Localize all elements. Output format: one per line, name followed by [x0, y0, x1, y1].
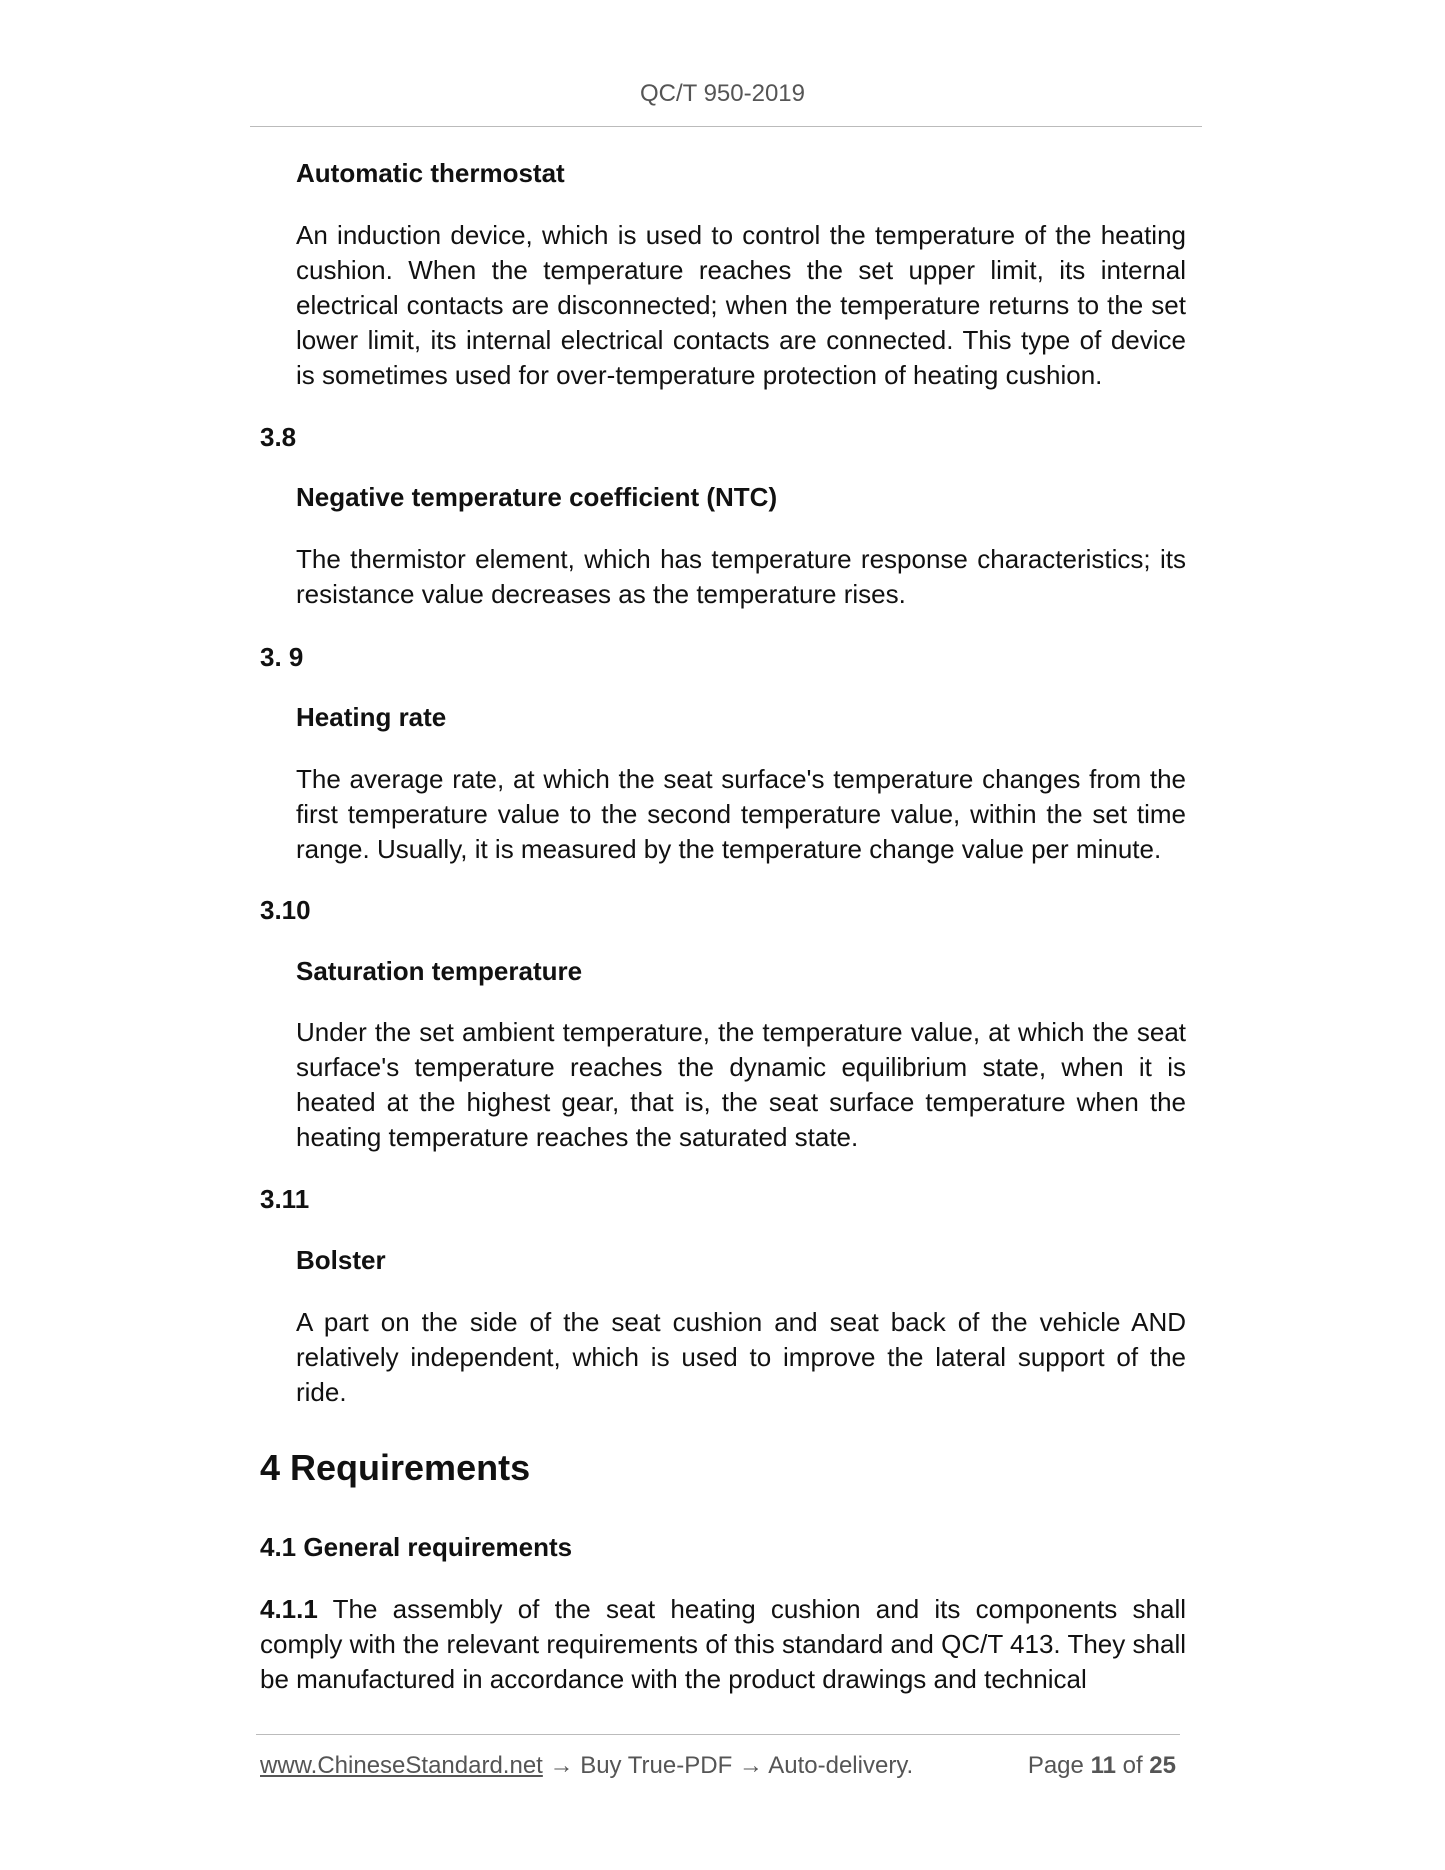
- arrow-right-icon: →: [738, 1752, 763, 1779]
- clause-number-4-1-1: 4.1.1: [260, 1594, 318, 1624]
- chinesestandard-link[interactable]: www.ChineseStandard.net: [260, 1752, 543, 1779]
- definition-automatic-thermostat: An induction device, which is used to control the temperature of the heating cushion. When the temperature reaches the set upper limit, its internal electrical contacts are disconnected; when the temperature returns to the set lower limit, its internal electrical contacts are connected. This type of device is sometimes used for over-temperature protection of heating cushion.: [296, 220, 1186, 390]
- clause-number-3-9: 3. 9: [260, 642, 304, 672]
- term-heating-rate: Heating rate: [296, 702, 447, 732]
- current-page-number: 11: [1090, 1752, 1116, 1779]
- arrow-right-icon: →: [549, 1752, 574, 1779]
- clause-number-3-11: 3.11: [260, 1184, 310, 1214]
- auto-delivery-label: Auto-delivery.: [768, 1752, 914, 1779]
- subsection-heading-general-requirements: 4.1 General requirements: [260, 1532, 573, 1562]
- document-id-header: QC/T 950-2019: [640, 80, 805, 107]
- page-label: Page: [1027, 1752, 1084, 1779]
- term-bolster: Bolster: [296, 1245, 386, 1275]
- buy-true-pdf-link[interactable]: Buy True-PDF: [580, 1752, 733, 1779]
- header-divider: [250, 126, 1202, 127]
- term-ntc: Negative temperature coefficient (NTC): [296, 482, 778, 512]
- page-indicator: [1028, 1752, 1176, 1780]
- term-saturation-temperature: Saturation temperature: [296, 956, 583, 986]
- definition-bolster: A part on the side of the seat cushion and seat back of the vehicle AND relatively independent, which is used to improve the lateral support of the ride.: [296, 1307, 1186, 1407]
- term-automatic-thermostat: Automatic thermostat: [296, 158, 565, 188]
- page-footer: [260, 1752, 1180, 1780]
- clause-number-3-10: 3.10: [260, 895, 311, 925]
- definition-ntc: The thermistor element, which has temperature response characteristics; its resistance value decreases as the temperature rises.: [296, 544, 1186, 609]
- clause-4-1-1-text: The assembly of the seat heating cushion and its components shall comply with the relevant requirements of this standard and QC/T 413. They shall be manufactured in accordance with the product drawings and technical: [260, 1594, 1186, 1694]
- definition-saturation-temperature: Under the set ambient temperature, the temperature value, at which the seat surface's temperature reaches the dynamic equilibrium state, when it is heated at the highest gear, that is, the seat surface temperature when the heating temperature reaches the saturated state.: [296, 1017, 1186, 1152]
- clause-number-3-8: 3.8: [260, 422, 297, 452]
- definition-heating-rate: The average rate, at which the seat surface's temperature changes from the first temperature value to the second temperature value, within the set time range. Usually, it is measured by the temperature change value per minute.: [296, 764, 1186, 864]
- footer-divider: [256, 1734, 1180, 1735]
- total-pages-number: 25: [1149, 1752, 1176, 1779]
- section-heading-requirements: 4 Requirements: [260, 1447, 531, 1488]
- of-label: of: [1122, 1752, 1143, 1779]
- clause-4-1-1-paragraph: [260, 1592, 1186, 1697]
